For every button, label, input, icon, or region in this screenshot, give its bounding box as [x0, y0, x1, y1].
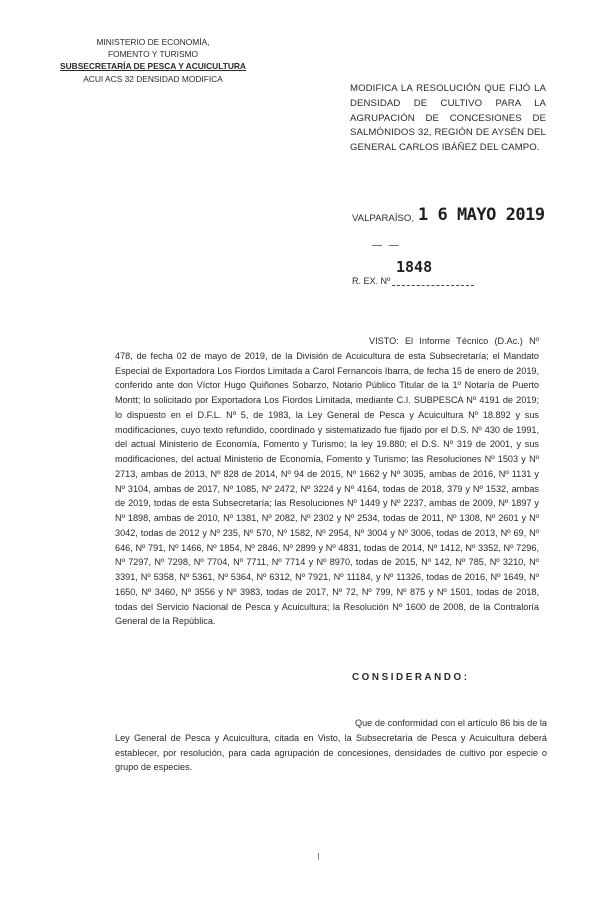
page-mark [318, 853, 319, 860]
resolution-number: 1848 [396, 258, 433, 276]
considerando-heading: CONSIDERANDO: [352, 672, 470, 683]
stamp-marks: — — [372, 240, 401, 251]
considerando-paragraph-1: Que de conformidad con el artículo 86 bis de la Ley General de Pesca y Acuicultura, citada en Visto, la Subsecretaría de Pesca y Acuicultura deberá establecer, por resolución, para cada agrupación de concesiones, densidades de cultivo por especie o grupo de especies. [115, 718, 547, 773]
place-label: VALPARAÍSO, [352, 213, 415, 224]
ministry-name-cont: FOMENTO Y TURISMO [107, 49, 199, 60]
document-reference: ACUI ACS 32 DENSIDAD MODIFICA [83, 73, 223, 84]
resolution-number-line [392, 278, 474, 286]
resolution-label: R. EX. Nº [352, 276, 391, 286]
resolution-number-row [352, 276, 474, 286]
ministry-name: MINISTERIO DE ECONOMÍA, [96, 37, 210, 47]
issuing-office-header [58, 36, 248, 85]
resolution-title: MODIFICA LA RESOLUCIÓN QUE FIJÓ LA DENSIDAD DE CULTIVO PARA LA AGRUPACIÓN DE CONCESIONES DE SALMÓNIDOS 32, REGIÓN DE AYSÉN DEL GENERAL CARLOS IBÁÑEZ DEL CAMPO. [350, 83, 546, 154]
stamped-date: 1 6 MAYO 2019 [418, 205, 545, 225]
subsecretariat-name: SUBSECRETARÍA DE PESCA Y ACUICULTURA [60, 61, 246, 72]
visto-paragraph: VISTO: El Informe Técnico (D.Ac.) Nº 478, de fecha 02 de mayo de 2019, de la División de Acuicultura de esta Subsecretaría; el Mandato Especial de Exportadora Los Fiordos Limitada a Carol Fernancois Ibarra, de fecha 15 de enero de 2019, conferido ante don Víctor Hugo Quiñones Sobarzo, Notario Público Titular de la 1º Notaría de Puerto Montt; lo solicitado por Exportadora Los Fiordos Limitada, mediante C.I. SUBPESCA Nº 4191 de 2019; lo dispuesto en el D.F.L. Nº 5, de 1983, la Ley General de Pesca y Acuicultura Nº 18.892 y sus modificaciones, cuyo texto refundido, coordinado y sistematizado fue fijado por el D.S. Nº 430 de 1991, del actual Ministerio de Economía, Fomento y Turismo; la ley 19.880; el D.S. Nº 319 de 2001, y sus modificaciones, del actual Ministerio de Economía, Fomento y Turismo; las Resoluciones Nº 1503 y Nº 2713, ambas de 2013, Nº 828 de 2014, Nº 94 de 2015, Nº 1662 y Nº 3035, ambas de 2016, Nº 1131 y Nº 3104, ambas de 2017, Nº 1085, Nº 2472, Nº 3224 y Nº 4164, todas de 2018, 379 y Nº 1532, ambas de 2019, todas de esta Subsecretaría; las Resoluciones Nº 1449 y Nº 2237, ambas de 2009, Nº 1897 y Nº 1898, ambas de 2010, Nº 1381, Nº 2082, Nº 2302 y Nº 2534, todas de 2011, Nº 1308, Nº 2601 y Nº 3042, todas de 2012 y Nº 235, Nº 570, Nº 1582, Nº 2954, Nº 3004 y Nº 3006, todas de 2013, Nº 69, Nº 646, Nº 791, Nº 1466, Nº 1854, Nº 2846, Nº 2899 y Nº 4831, todas de 2014, Nº 1412, Nº 3352, Nº 7296, Nº 7297, Nº 7298, Nº 7704, Nº 7711, Nº 7714 y Nº 8970, todas de 2015, Nº 142, Nº 785, Nº 3210, Nº 3391, Nº 5358, Nº 5361, Nº 5364, Nº 6312, Nº 7921, Nº 11184, y Nº 11326, todas de 2016, Nº 1649, Nº 1650, Nº 3460, Nº 3556 y Nº 3983, todas de 2017, Nº 72, Nº 799, Nº 875 y Nº 1501, todas de 2018, todas del Servicio Nacional de Pesca y Acuicultura; la Resolución Nº 1600 de 2008, de la Contraloría General de la República. [115, 336, 539, 627]
